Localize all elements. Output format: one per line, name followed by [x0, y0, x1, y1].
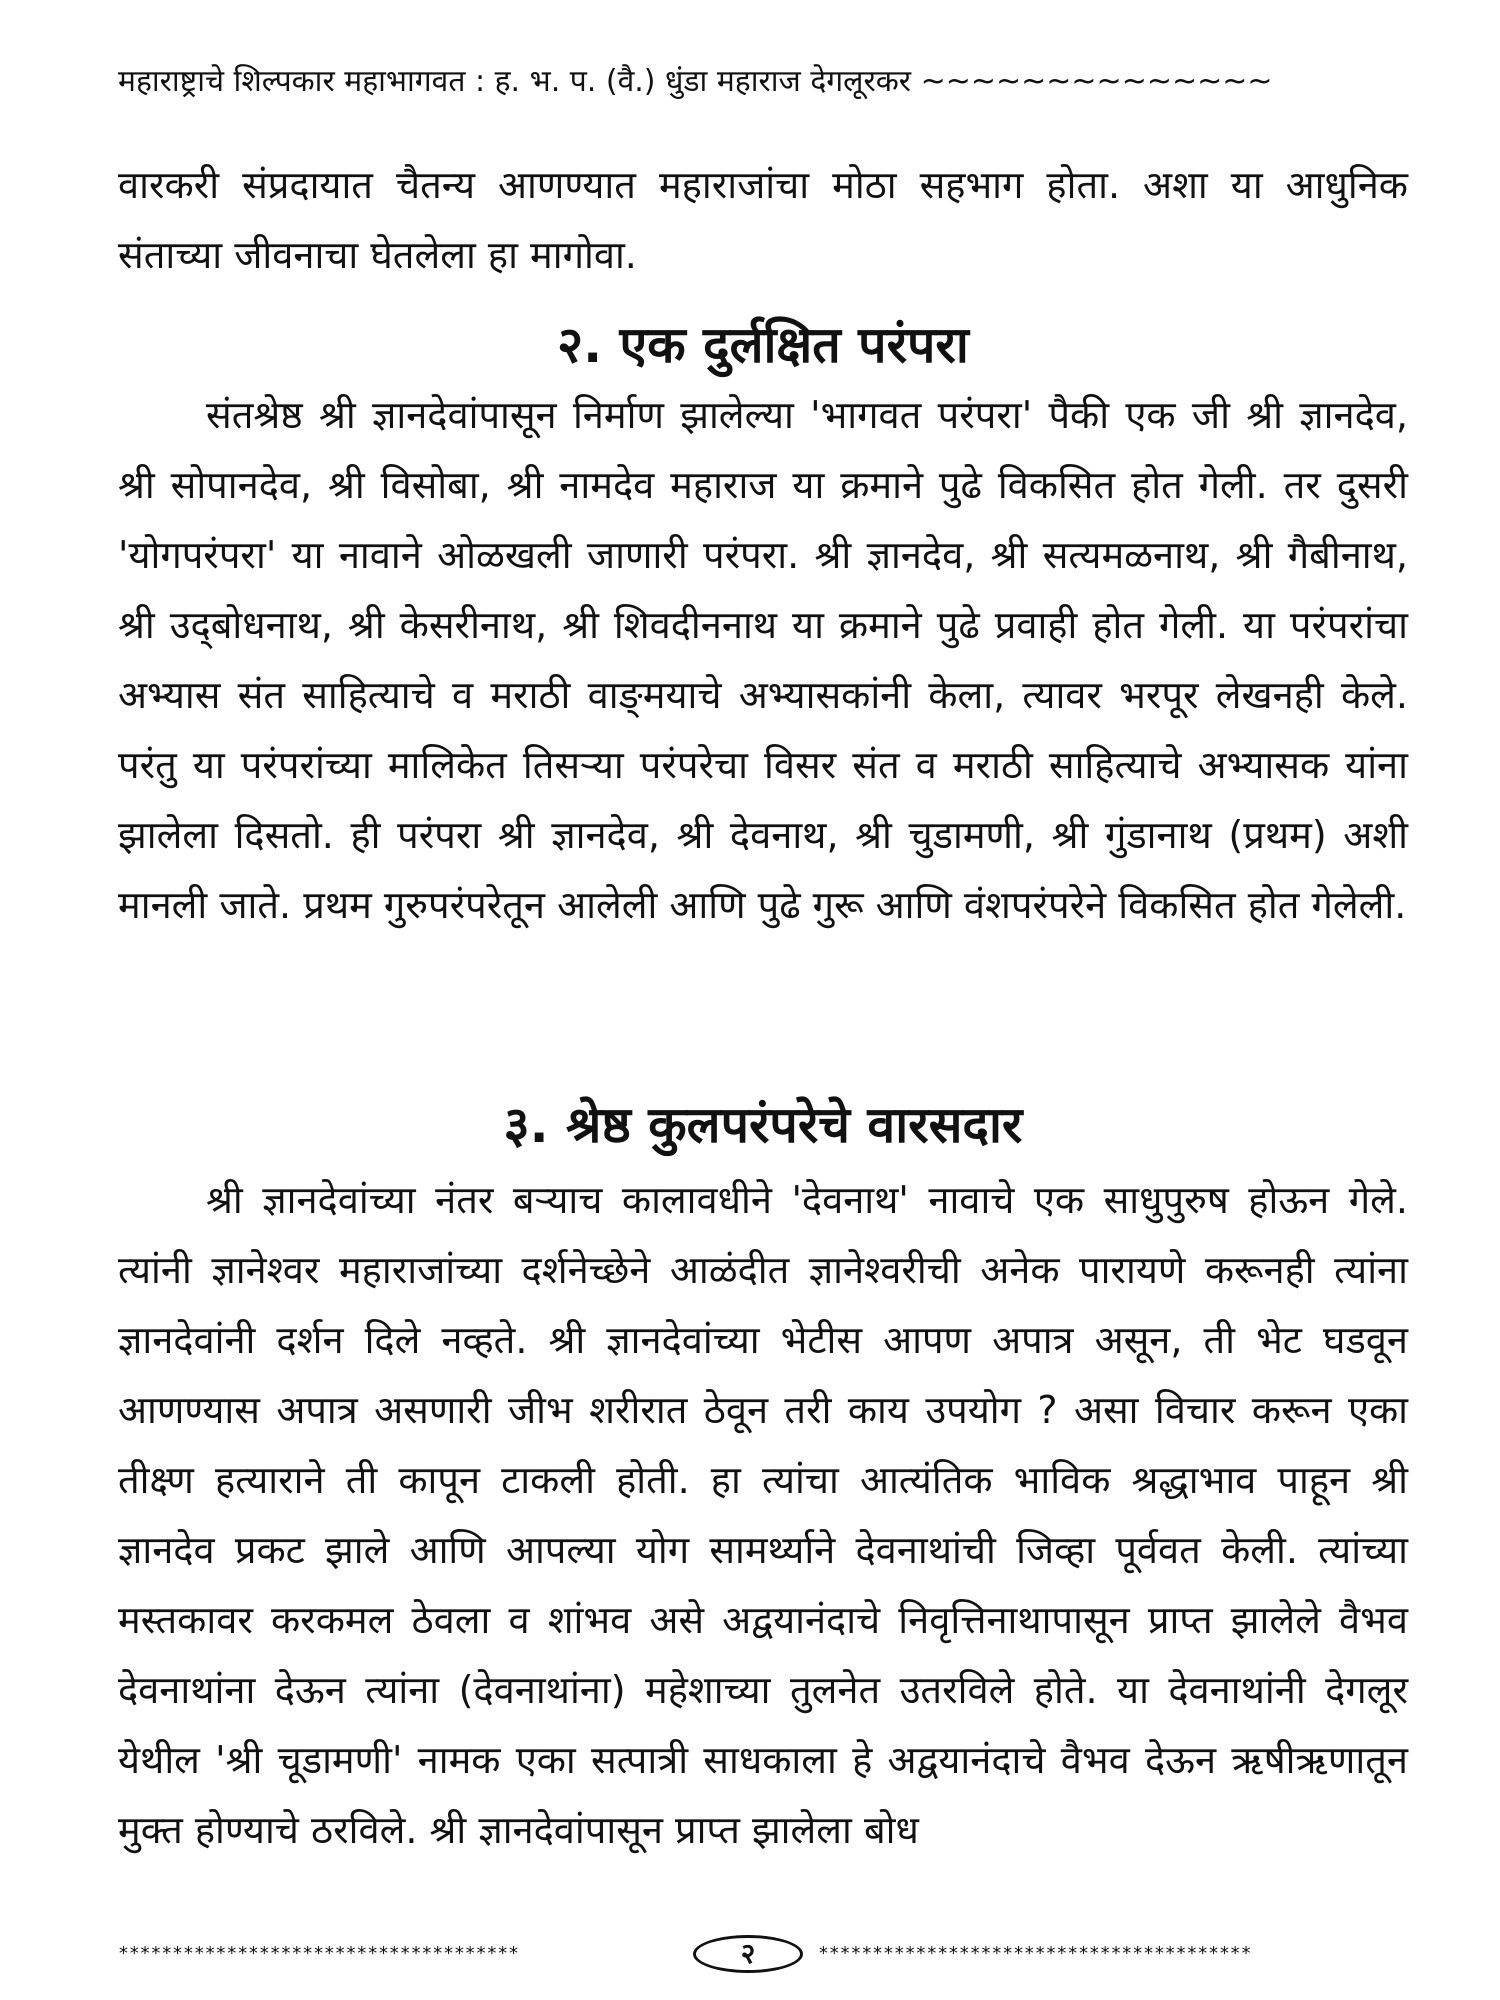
- footer-stars-right: ****************************************: [818, 1943, 1252, 1964]
- section-3-heading: ३. श्रेष्ठ कुलपरंपरेचे वारसदार: [503, 1096, 1023, 1154]
- section-2-paragraph: संतश्रेष्ठ श्री ज्ञानदेवांपासून निर्माण झालेल्या 'भागवत परंपरा' पैकी एक जी श्री ज्ञानदेव, श्री सोपानदेव, श्री विसोबा, श्री नामदेव महाराज या क्रमाने पुढे विकसित होत गेली. तर दुसरी 'योगपरंपरा' या नावाने ओळखली जाणारी परंपरा. श्री ज्ञानदेव, श्री सत्यमळनाथ, श्री गैबीनाथ, श्री उद्‌बोधनाथ, श्री केसरीनाथ, श्री शिवदीननाथ या क्रमाने पुढे प्रवाही होत गेली. या परंपरांचा अभ्यास संत साहित्याचे व मराठी वाङ्‌मयाचे अभ्यासकांनी केला, त्यावर भरपूर लेखनही केले. परंतु या परंपरांच्या मालिकेत तिसऱ्या परंपरेचा विसर संत व मराठी साहित्याचे अभ्यासक यांना झालेला दिसतो. ही परंपरा श्री ज्ञानदेव, श्री देवनाथ, श्री चुडामणी, श्री गुंडानाथ (प्रथम) अशी मानली जाते. प्रथम गुरुपरंपरेतून आलेली आणि पुढे गुरू आणि वंशपरंपरेने विकसित होत गेलेली.: [118, 393, 1408, 927]
- section-2-heading: २. एक दुर्लक्षित परंपरा: [557, 316, 969, 374]
- section-3-paragraph: श्री ज्ञानदेवांच्या नंतर बऱ्याच कालावधीने 'देवनाथ' नावाचे एक साधुपुरुष होऊन गेले. त्यांनी ज्ञानेश्वर महाराजांच्या दर्शनेच्छेने आळंदीत ज्ञानेश्वरीची अनेक पारायणे करूनही त्यांना ज्ञानदेवांनी दर्शन दिले नव्हते. श्री ज्ञानदेवांच्या भेटीस आपण अपात्र असून, ती भेट घडवून आणण्यास अपात्र असणारी जीभ शरीरात ठेवून तरी काय उपयोग ? असा विचार करून एका तीक्ष्ण हत्याराने ती कापून टाकली होती. हा त्यांचा आत्यंतिक भाविक श्रद्धाभाव पाहून श्री ज्ञानदेव प्रकट झाले आणि आपल्या योग सामर्थ्याने देवनाथांची जिव्हा पूर्ववत केली. त्यांच्या मस्तकावर करकमल ठेवला व शांभव असे अद्वयानंदाचे निवृत्तिनाथापासून प्राप्त झालेले वैभव देवनाथांना देऊन त्यांना (देवनाथांना) महेशाच्या तुलनेत उतरविले होते. या देवनाथांनी देगलूर येथील 'श्री चूडामणी' नामक एका सत्पात्री साधकाला हे अद्वयानंदाचे वैभव देऊन ऋषीऋणातून मुक्त होण्याचे ठरविले. श्री ज्ञानदेवांपासून प्राप्त झालेला बोध: [118, 1178, 1408, 1852]
- page-number: २: [693, 1935, 803, 1973]
- page-footer: [118, 1935, 1408, 1975]
- running-header: महाराष्ट्राचे शिल्पकार महाभागवत : ह. भ. प. (वै.) धुंडा महाराज देगलूरकर ~~~~~~~~~~~~~~: [118, 64, 1273, 99]
- footer-stars-left: *************************************: [118, 1943, 519, 1964]
- intro-paragraph: वारकरी संप्रदायात चैतन्य आणण्यात महाराजांचा मोठा सहभाग होता. अशा या आधुनिक संताच्या जीवनाचा घेतलेला हा मागोवा.: [118, 163, 1408, 277]
